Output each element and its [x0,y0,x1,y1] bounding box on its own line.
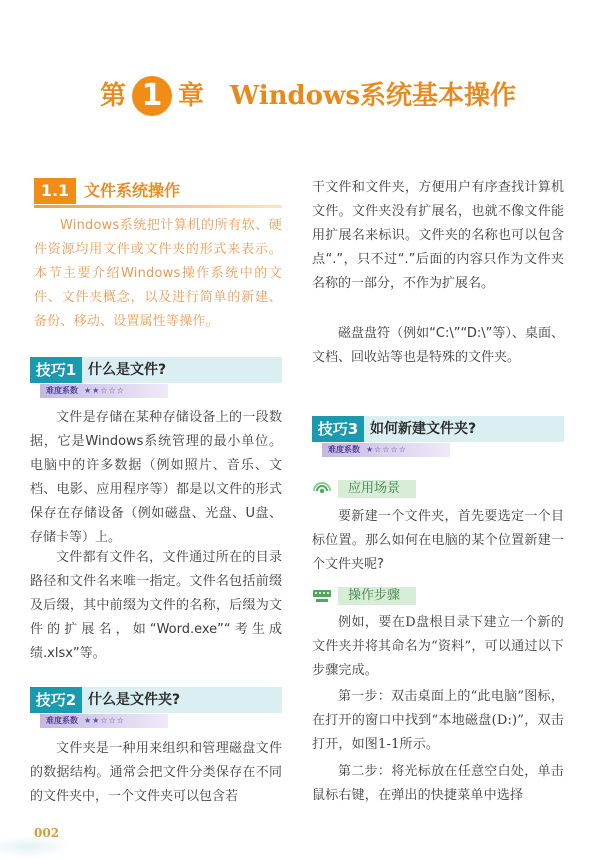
right-para-2: 磁盘盘符（例如“C:\”“D:\”等）、桌面、文档、回收站等也是特殊的文件夹。 [312,326,564,365]
chapter-suffix: 章 [177,81,204,111]
keyboard-icon [312,586,332,606]
tip-2-header [30,687,282,732]
difficulty-label: 难度系数 [328,445,360,454]
difficulty-stars: ★★☆☆☆ [84,386,125,395]
tip-number: 技巧1 [30,357,82,383]
chapter-name: Windows系统基本操作 [229,81,517,111]
section-number: 1.1 [34,178,76,204]
difficulty-label: 难度系数 [46,716,78,725]
tip-title: 如何新建文件夹? [370,421,477,437]
difficulty-rating [40,714,168,728]
chapter-number-badge: 1 [132,76,172,116]
scene-heading [312,479,412,499]
section-title: 文件系统操作 [84,181,181,200]
step-2: 第二步：将光标放在任意空白处，单击鼠标右键，在弹出的快捷菜单中选择 [312,764,564,803]
scene-text: 要新建一个文件夹，首先要选定一个目标位置。那么如何在电脑的某个位置新建一个文件夹呢? [312,509,564,572]
steps-label: 操作步骤 [338,587,416,605]
tip-number: 技巧2 [30,687,82,713]
tip-1-para-2: 文件都有文件名，文件通过所在的目录路径和文件名来唯一指定。文件名包括前缀及后缀，其中前缀为文件的名称，后缀为文件的扩展名，如“Word.exe”“考生成绩.xlsx”等。 [30,550,282,661]
steps-intro: 例如，要在D盘根目录下建立一个新的文件夹并将其命名为“资料”，可以通过以下步骤完成。 [312,615,564,678]
difficulty-rating [322,443,450,457]
difficulty-rating [40,384,168,398]
difficulty-label: 难度系数 [46,386,78,395]
tip-title: 什么是文件? [88,362,167,378]
scene-label: 应用场景 [338,480,416,498]
difficulty-stars: ★★☆☆☆ [84,716,125,725]
right-para-1: 干文件和文件夹，方便用户有序查找计算机文件。文件夹没有扩展名，也就不像文件能用扩展名来标识。文件夹的名称也可以包含点“.”，只不过“.”后面的内容只作为文件夹名称的一部分，不作为扩展名。 [312,180,564,291]
section-intro: Windows系统把计算机的所有软、硬件资源均用文件或文件夹的形式来表示。本节主要介绍Windows操作系统中的文件、文件夹概念，以及进行简单的新建、备份、移动、设置属性等操作。 [34,218,282,329]
step-1: 第一步：双击桌面上的“此电脑”图标，在打开的窗口中找到“本地磁盘(D:)”，双击打开，如图1-1所示。 [312,689,564,752]
chapter-title [0,76,616,116]
signal-icon [312,479,332,499]
tip-1-header [30,357,282,402]
tip-2-para-1: 文件夹是一种用来组织和管理磁盘文件的数据结构。通常会把文件分类保存在不同的文件夹中，一个文件夹可以包含若 [30,741,282,804]
steps-heading [312,586,412,606]
tip-number: 技巧3 [312,416,364,442]
tip-1-para-1: 文件是存储在某种存储设备上的一段数据，它是Windows系统管理的最小单位。电脑中的许多数据（例如照片、音乐、文档、电影、应用程序等）都是以文件的形式保存在存储设备（例如磁盘、光盘、U盘、存储卡等）上。 [30,410,282,545]
page-number: 002 [34,826,60,840]
tip-title: 什么是文件夹? [88,692,181,708]
difficulty-stars: ★☆☆☆☆ [366,445,407,454]
chapter-prefix: 第 [99,81,126,111]
section-underline [34,205,282,208]
tip-3-header [312,416,564,461]
